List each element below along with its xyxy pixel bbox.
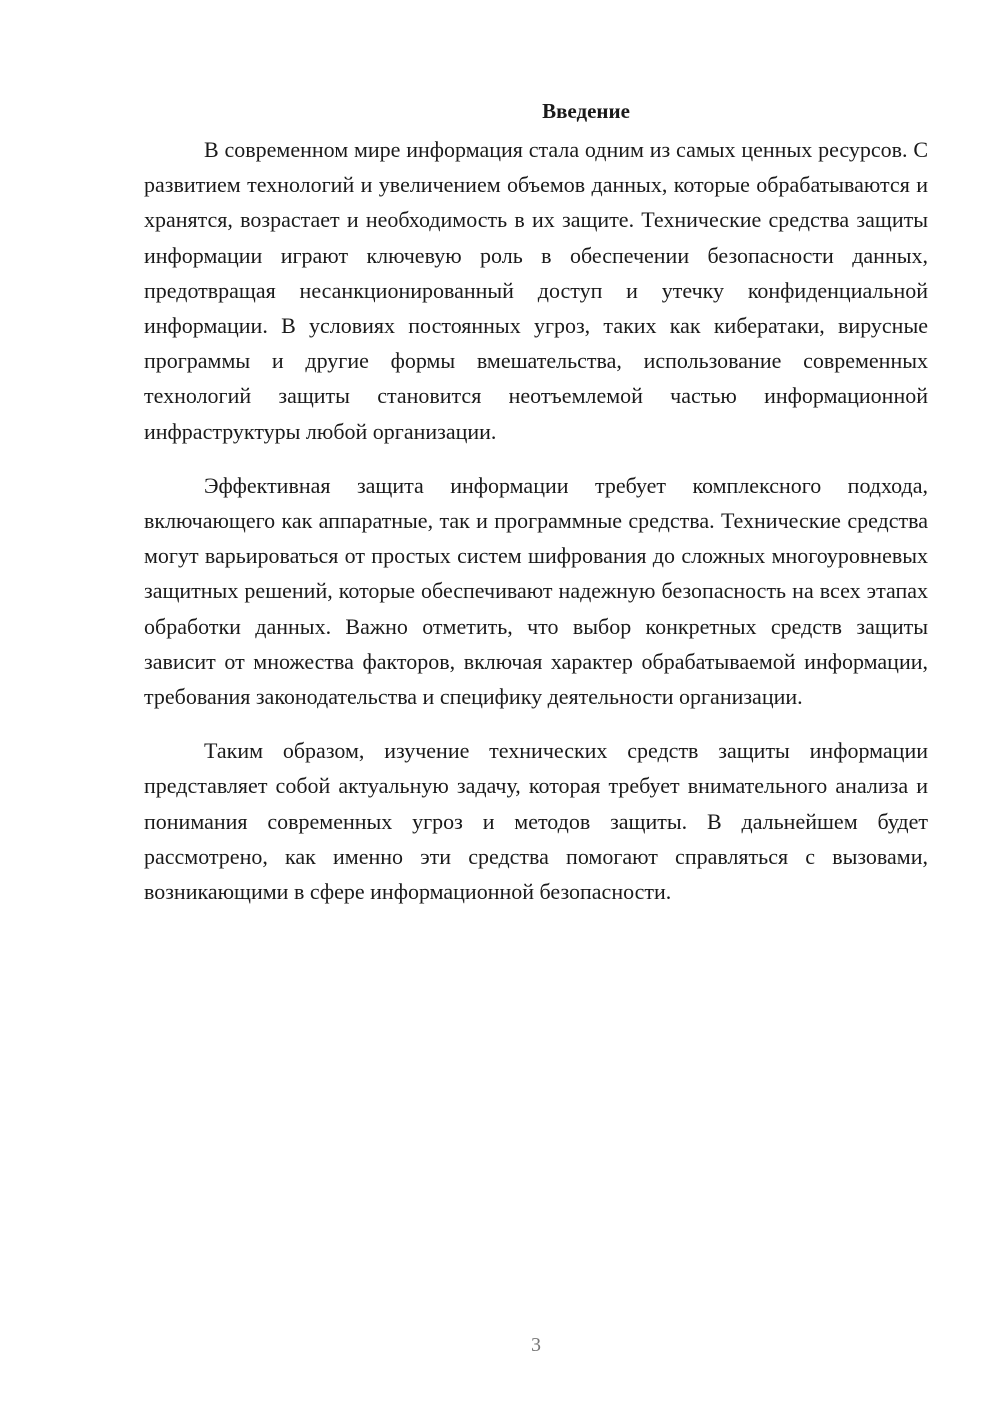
- section-heading: Введение: [542, 99, 630, 123]
- paragraph-1: В современном мире информация стала одним из самых ценных ресурсов. С развитием технологий и увеличением объемов данных, которые обрабатываются и хранятся, возрастает и необходимость в их защите. Технические средства защиты информации играют ключевую роль в обеспечении безопасности данных, предотвращая несанкционированный доступ и утечку конфиденциальной информации. В условиях постоянных угроз, таких как кибератаки, вирусные программы и другие формы вмешательства, использование современных технологий защиты становится неотъемлемой частью информационной инфраструктуры любой организации.: [144, 137, 928, 444]
- page-content: [144, 96, 928, 928]
- paragraph-2: Эффективная защита информации требует комплексного подхода, включающего как аппаратные, так и программные средства. Технические средства могут варьироваться от простых систем шифрования до сложных многоуровневых защитных решений, которые обеспечивают надежную безопасность на всех этапах обработки данных. Важно отметить, что выбор конкретных средств защиты зависит от множества факторов, включая характер обрабатываемой информации, требования законодательства и специфику деятельности организации.: [144, 472, 928, 710]
- page-number: 3: [531, 1334, 541, 1356]
- paragraph-3: Таким образом, изучение технических средств защиты информации представляет собой актуальную задачу, которая требует внимательного анализа и понимания современных угроз и методов защиты. В дальнейшем будет рассмотрено, как именно эти средства помогают справляться с вызовами, возникающими в сфере информационной безопасности.: [144, 738, 928, 905]
